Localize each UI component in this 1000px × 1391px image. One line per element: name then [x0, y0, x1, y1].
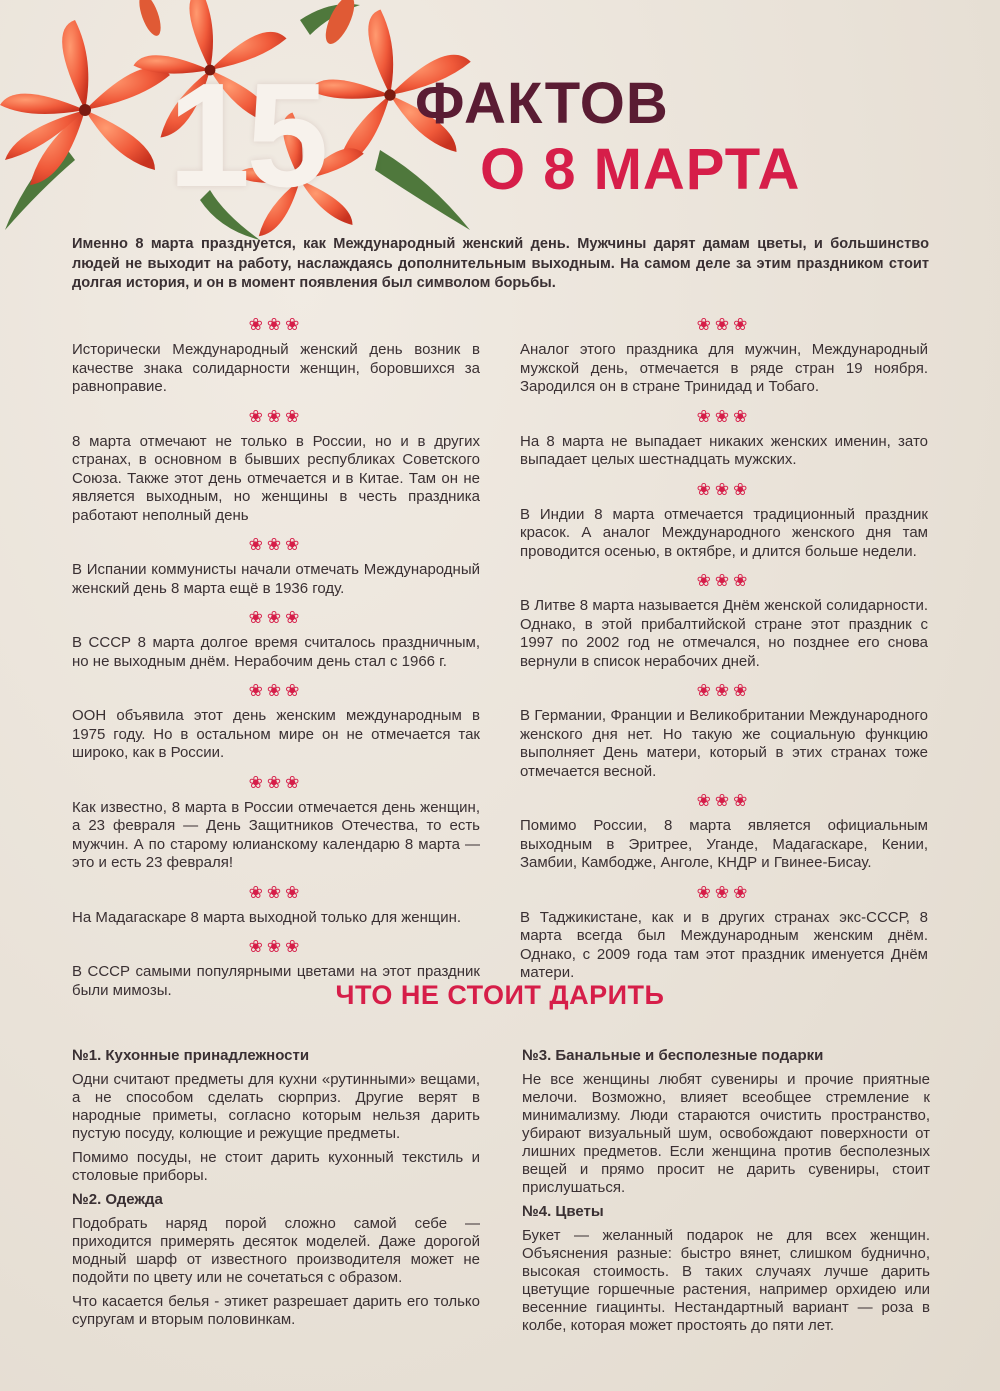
- gift-item: [522, 1047, 930, 1197]
- flower-separator-icon: ❀❀❀: [696, 479, 752, 499]
- fact-item: [520, 681, 928, 781]
- gift-heading: №4. Цветы: [522, 1203, 604, 1220]
- fact-text: Исторически Международный женский день возник в качестве знака солидарности женщин, боровшихся за равноправие.: [72, 341, 480, 395]
- flower-separator-icon: ❀❀❀: [696, 406, 752, 426]
- flower-separator-icon: ❀❀❀: [248, 681, 304, 700]
- gift-text: Одни считают предметы для кухни «рутинными» вещами, а не способом сделать сюрприз. Другие верят в народные приметы, согласно которым нельзя дарить пустую посуду, колющие и режущие предметы.: [72, 1071, 480, 1142]
- gift-text: Помимо посуды, не стоит дарить кухонный текстиль и столовые приборы.: [72, 1149, 480, 1184]
- fact-item: [72, 315, 480, 397]
- fact-item: [72, 535, 480, 598]
- gift-heading: №2. Одежда: [72, 1191, 163, 1208]
- fact-item: [72, 407, 480, 526]
- facts-column-left: [72, 305, 480, 1000]
- flower-separator-icon: ❀❀❀: [696, 315, 752, 334]
- flower-separator-icon: ❀❀❀: [696, 791, 752, 810]
- fact-text: В СССР 8 марта долгое время считалось праздничным, но не выходным днём. Нерабочим день стал с 1966 г.: [72, 634, 480, 670]
- fact-text: Помимо России, 8 марта является официальным выходным в Эритрее, Уганде, Мадагаскаре, Кении, Замбии, Камбодже, Анголе, КНДР и Гвинее-Бисау.: [520, 817, 928, 871]
- intro-paragraph: Именно 8 марта празднуется, как Международный женский день. Мужчины дарят дамам цветы, и большинство людей не выходит на работу, наслаждаясь дополнительным выходным. На самом деле за этим праздником стоит долгая история, и он в момент появления был символом борьбы.: [72, 236, 929, 291]
- fact-item: [72, 883, 480, 928]
- fact-text: 8 марта отмечают не только в России, но и в других странах, в основном в бывших республиках Советского Союза. Также этот день отмечается и в Китае. Там он не является выходным, но женщины в честь праздника работают неполный день: [72, 432, 480, 524]
- flower-separator-icon: ❀❀❀: [248, 406, 304, 426]
- fact-text: На 8 марта не выпадает никаких женских именин, зато выпадает целых шестнадцать мужских.: [520, 432, 928, 468]
- fact-item: [72, 608, 480, 671]
- fact-text: В СССР самыми популярными цветами на этот праздник были мимозы.: [72, 963, 480, 999]
- fact-item: [72, 773, 480, 873]
- gift-item: [72, 1191, 480, 1329]
- gifts-section-title: ЧТО НЕ СТОИТ ДАРИТЬ: [335, 980, 665, 1010]
- fact-text: В Индии 8 марта отмечается традиционный праздник красок. А аналог Международного женского дня там проводится осенью, в октябре, и длится больше недели.: [520, 505, 928, 560]
- title-line-2: О 8 МАРТА: [480, 137, 801, 202]
- gift-text: Подобрать наряд порой сложно самой себе — приходится примерять десяток моделей. Даже дорогой модный шарф от известного производителя может не подойти по цвету или не сочетаться с образом.: [72, 1215, 480, 1286]
- gift-text: Не все женщины любят сувениры и прочие приятные мелочи. Возможно, влияет всеобщее стремление к минимализму. Люди стараются очистить пространство, убирают визуальный шум, освобождают поверхности от лишних предметов. Если женщина против бесполезных вещей и прямо просит не дарить сувениры, стоит прислушаться.: [522, 1071, 930, 1196]
- fact-item: [520, 315, 928, 397]
- fact-text: На Мадагаскаре 8 марта выходной только для женщин.: [72, 908, 462, 926]
- fact-text: В Литве 8 марта называется Днём женской солидарности. Однако, в этой прибалтийской стране этот праздник с 1997 по 2002 год не отмечался, но позднее его снова вернули в список нерабочих дней.: [520, 597, 928, 670]
- flower-separator-icon: ❀❀❀: [248, 882, 304, 902]
- flower-separator-icon: ❀❀❀: [248, 608, 304, 627]
- fact-item: [520, 407, 928, 470]
- gift-item: [72, 1047, 480, 1185]
- fact-item: [72, 681, 480, 763]
- fact-item: [520, 791, 928, 873]
- fact-text: Как известно, 8 марта в России отмечается день женщин, а 23 февраля — День Защитников Отечества, то есть мужчин. А по старому юлианскому календарю 8 марта — это и есть 23 февраля!: [72, 798, 480, 871]
- fact-text: В Испании коммунисты начали отмечать Международный женский день 8 марта ещё в 1936 году.: [72, 561, 480, 597]
- fact-text: Аналог этого праздника для мужчин, Международный мужской день, отмечается в ряде стран 19 ноября. Зародился он в стране Тринидад и Тобаго.: [520, 341, 928, 395]
- flower-separator-icon: ❀❀❀: [248, 315, 304, 334]
- title-line-1: ФАКТОВ: [415, 71, 669, 136]
- gift-text: Букет — желанный подарок не для всех женщин. Объяснения разные: быстро вянет, слишком буднично, высокая стоимость. В таких случаях лучше дарить цветущие горшечные растения, например орхидею или весенние гиацинты. Нестандартный вариант — роза в колбе, которая может простоять до пяти лет.: [522, 1227, 930, 1334]
- flower-separator-icon: ❀❀❀: [696, 571, 752, 590]
- flower-separator-icon: ❀❀❀: [248, 535, 304, 554]
- gifts-column-right: [522, 1047, 930, 1341]
- fact-text: В Германии, Франции и Великобритании Международного женского дня нет. Но такую же социальную функцию выполняет День матери, который в этих странах тоже отмечается весной.: [520, 707, 928, 780]
- gift-text: Что касается белья - этикет разрешает дарить его только супругам и вторым половинкам.: [72, 1293, 480, 1328]
- flower-separator-icon: ❀❀❀: [696, 681, 752, 700]
- flower-separator-icon: ❀❀❀: [696, 882, 752, 902]
- fact-text: В Таджикистане, как и в других странах экс-СССР, 8 марта всегда был Международным женским днём. Однако, с 2009 года там этот праздник именуется Днём матери.: [520, 908, 928, 981]
- gift-item: [522, 1203, 930, 1335]
- big-number-15: 15: [168, 53, 325, 218]
- gift-heading: №1. Кухонные принадлежности: [72, 1047, 310, 1064]
- fact-item: [520, 480, 928, 562]
- flower-separator-icon: ❀❀❀: [248, 937, 304, 956]
- flower-separator-icon: ❀❀❀: [248, 772, 304, 792]
- facts-column-right: [520, 305, 928, 983]
- gifts-column-left: [72, 1047, 480, 1335]
- fact-text: ООН объявила этот день женским международным в 1975 году. Но в остальном мире он не отмечается так широко, как в России.: [72, 707, 480, 761]
- fact-item: [520, 571, 928, 671]
- fact-item: [520, 883, 928, 983]
- gift-heading: №3. Банальные и бесполезные подарки: [522, 1047, 824, 1064]
